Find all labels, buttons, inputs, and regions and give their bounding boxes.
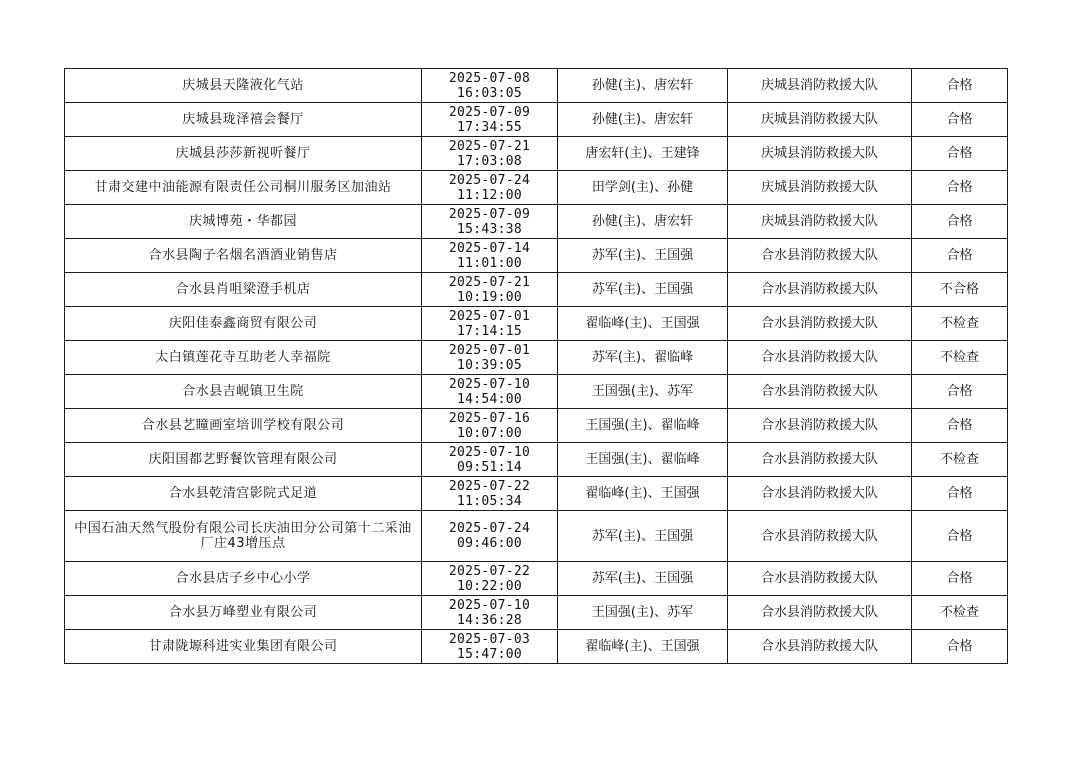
inspection-date: 2025-07-10: [448, 444, 531, 460]
department-cell: 合水县消防救援大队: [728, 239, 912, 273]
table-row: [65, 630, 1008, 664]
inspection-clock-time: 15:47:00: [456, 646, 522, 662]
inspection-date: 2025-07-21: [448, 138, 531, 154]
unit-name-cell: 合水县吉岘镇卫生院: [65, 375, 422, 409]
inspection-clock-time: 17:03:08: [456, 153, 522, 169]
inspection-clock-time: 16:03:05: [456, 85, 522, 101]
inspectors-cell: 孙健(主)、唐宏轩: [558, 103, 728, 137]
unit-name-cell: 太白镇莲花寺互助老人幸福院: [65, 341, 422, 375]
inspection-clock-time: 17:14:15: [456, 323, 522, 339]
inspectors-cell: 翟临峰(主)、王国强: [558, 307, 728, 341]
table-row: [65, 511, 1008, 562]
inspection-time-cell: [422, 103, 558, 137]
inspection-time-cell: [422, 596, 558, 630]
inspection-records-table: [64, 68, 1008, 664]
inspectors-cell: 苏军(主)、王国强: [558, 273, 728, 307]
unit-name-cell: 合水县肖咀梁澄手机店: [65, 273, 422, 307]
inspection-date: 2025-07-01: [448, 342, 531, 358]
inspection-date: 2025-07-03: [448, 631, 531, 647]
result-cell: 合格: [912, 171, 1008, 205]
result-cell: 不检查: [912, 307, 1008, 341]
result-cell: 合格: [912, 562, 1008, 596]
inspectors-cell: 翟临峰(主)、王国强: [558, 477, 728, 511]
inspection-date: 2025-07-10: [448, 376, 531, 392]
result-cell: 合格: [912, 205, 1008, 239]
inspectors-cell: 苏军(主)、翟临峰: [558, 341, 728, 375]
inspection-time-cell: [422, 69, 558, 103]
department-cell: 庆城县消防救援大队: [728, 171, 912, 205]
unit-name-cell: 庆阳佳泰鑫商贸有限公司: [65, 307, 422, 341]
result-cell: 不合格: [912, 273, 1008, 307]
table-row: [65, 477, 1008, 511]
inspection-date: 2025-07-10: [448, 597, 531, 613]
result-cell: 合格: [912, 69, 1008, 103]
inspection-time-cell: [422, 307, 558, 341]
inspection-date: 2025-07-24: [448, 172, 531, 188]
table-row: [65, 103, 1008, 137]
table-row: [65, 341, 1008, 375]
department-cell: 合水县消防救援大队: [728, 630, 912, 664]
inspectors-cell: 田学剑(主)、孙健: [558, 171, 728, 205]
department-cell: 合水县消防救援大队: [728, 562, 912, 596]
inspection-time-cell: [422, 630, 558, 664]
table-row: [65, 375, 1008, 409]
inspection-date: 2025-07-09: [448, 206, 531, 222]
department-cell: 合水县消防救援大队: [728, 409, 912, 443]
result-cell: 合格: [912, 239, 1008, 273]
department-cell: 合水县消防救援大队: [728, 307, 912, 341]
inspection-time-cell: [422, 239, 558, 273]
table-row: [65, 273, 1008, 307]
inspection-clock-time: 11:12:00: [456, 187, 522, 203]
inspection-records-sheet: [64, 68, 1007, 664]
department-cell: 合水县消防救援大队: [728, 443, 912, 477]
table-row: [65, 69, 1008, 103]
inspection-date: 2025-07-22: [448, 478, 531, 494]
unit-name-cell: 合水县店子乡中心小学: [65, 562, 422, 596]
inspection-time-cell: [422, 443, 558, 477]
table-row: [65, 443, 1008, 477]
table-row: [65, 205, 1008, 239]
table-row: [65, 239, 1008, 273]
result-cell: 不检查: [912, 443, 1008, 477]
inspectors-cell: 孙健(主)、唐宏轩: [558, 205, 728, 239]
inspection-date: 2025-07-09: [448, 104, 531, 120]
result-cell: 合格: [912, 375, 1008, 409]
unit-name-cell: 庆城博苑・华都园: [65, 205, 422, 239]
inspection-time-cell: [422, 273, 558, 307]
inspection-clock-time: 14:54:00: [456, 391, 522, 407]
inspection-clock-time: 11:01:00: [456, 255, 522, 271]
inspection-clock-time: 15:43:38: [456, 221, 522, 237]
inspectors-cell: 孙健(主)、唐宏轩: [558, 69, 728, 103]
result-cell: 合格: [912, 137, 1008, 171]
department-cell: 庆城县消防救援大队: [728, 205, 912, 239]
department-cell: 庆城县消防救援大队: [728, 137, 912, 171]
inspection-date: 2025-07-08: [448, 70, 531, 86]
inspection-date: 2025-07-21: [448, 274, 531, 290]
table-row: [65, 307, 1008, 341]
inspection-time-cell: [422, 409, 558, 443]
inspection-clock-time: 09:51:14: [456, 459, 522, 475]
unit-name-cell: 甘肃交建中油能源有限责任公司桐川服务区加油站: [65, 171, 422, 205]
inspection-date: 2025-07-14: [448, 240, 531, 256]
inspection-time-cell: [422, 205, 558, 239]
result-cell: 合格: [912, 511, 1008, 562]
inspection-clock-time: 10:19:00: [456, 289, 522, 305]
unit-name-cell: 庆城县珑泽禧会餐厅: [65, 103, 422, 137]
department-cell: 合水县消防救援大队: [728, 477, 912, 511]
unit-name-cell: 合水县万峰塑业有限公司: [65, 596, 422, 630]
inspection-clock-time: 17:34:55: [456, 119, 522, 135]
department-cell: 合水县消防救援大队: [728, 273, 912, 307]
inspection-time-cell: [422, 375, 558, 409]
unit-name-cell: 合水县艺瞳画室培训学校有限公司: [65, 409, 422, 443]
table-row: [65, 409, 1008, 443]
inspectors-cell: 王国强(主)、苏军: [558, 375, 728, 409]
department-cell: 合水县消防救援大队: [728, 511, 912, 562]
table-row: [65, 596, 1008, 630]
inspectors-cell: 翟临峰(主)、王国强: [558, 630, 728, 664]
department-cell: 合水县消防救援大队: [728, 341, 912, 375]
department-cell: 合水县消防救援大队: [728, 596, 912, 630]
result-cell: 合格: [912, 477, 1008, 511]
inspection-time-cell: [422, 511, 558, 562]
inspectors-cell: 王国强(主)、苏军: [558, 596, 728, 630]
department-cell: 庆城县消防救援大队: [728, 69, 912, 103]
result-cell: 不检查: [912, 341, 1008, 375]
unit-name-cell: 合水县乾清宫影院式足道: [65, 477, 422, 511]
inspectors-cell: 苏军(主)、王国强: [558, 239, 728, 273]
inspectors-cell: 苏军(主)、王国强: [558, 511, 728, 562]
table-row: [65, 562, 1008, 596]
unit-name-cell: 中国石油天然气股份有限公司长庆油田分公司第十二采油厂庄43增压点: [65, 511, 422, 562]
inspection-date: 2025-07-01: [448, 308, 531, 324]
inspection-clock-time: 09:46:00: [456, 536, 522, 551]
unit-name-cell: 庆城县天隆液化气站: [65, 69, 422, 103]
result-cell: 合格: [912, 103, 1008, 137]
department-cell: 庆城县消防救援大队: [728, 103, 912, 137]
inspection-clock-time: 11:05:34: [456, 493, 522, 509]
inspectors-cell: 王国强(主)、翟临峰: [558, 443, 728, 477]
unit-name-cell: 庆城县莎莎新视听餐厅: [65, 137, 422, 171]
inspectors-cell: 苏军(主)、王国强: [558, 562, 728, 596]
inspection-date: 2025-07-16: [448, 410, 531, 426]
table-row: [65, 171, 1008, 205]
inspection-time-cell: [422, 562, 558, 596]
inspection-time-cell: [422, 477, 558, 511]
inspection-clock-time: 10:07:00: [456, 425, 522, 441]
table-row: [65, 137, 1008, 171]
inspection-date: 2025-07-22: [448, 563, 531, 579]
inspection-clock-time: 14:36:28: [456, 612, 522, 628]
inspection-time-cell: [422, 171, 558, 205]
inspection-clock-time: 10:22:00: [456, 578, 522, 594]
result-cell: 合格: [912, 409, 1008, 443]
inspectors-cell: 唐宏轩(主)、王建锋: [558, 137, 728, 171]
unit-name-cell: 甘肃陇塬科进实业集团有限公司: [65, 630, 422, 664]
department-cell: 合水县消防救援大队: [728, 375, 912, 409]
inspection-time-cell: [422, 137, 558, 171]
inspection-date: 2025-07-24: [448, 521, 531, 536]
inspection-time-cell: [422, 341, 558, 375]
unit-name-cell: 合水县陶子名烟名酒酒业销售店: [65, 239, 422, 273]
result-cell: 不检查: [912, 596, 1008, 630]
unit-name-cell: 庆阳国都艺野餐饮管理有限公司: [65, 443, 422, 477]
result-cell: 合格: [912, 630, 1008, 664]
inspectors-cell: 王国强(主)、翟临峰: [558, 409, 728, 443]
inspection-clock-time: 10:39:05: [456, 357, 522, 373]
